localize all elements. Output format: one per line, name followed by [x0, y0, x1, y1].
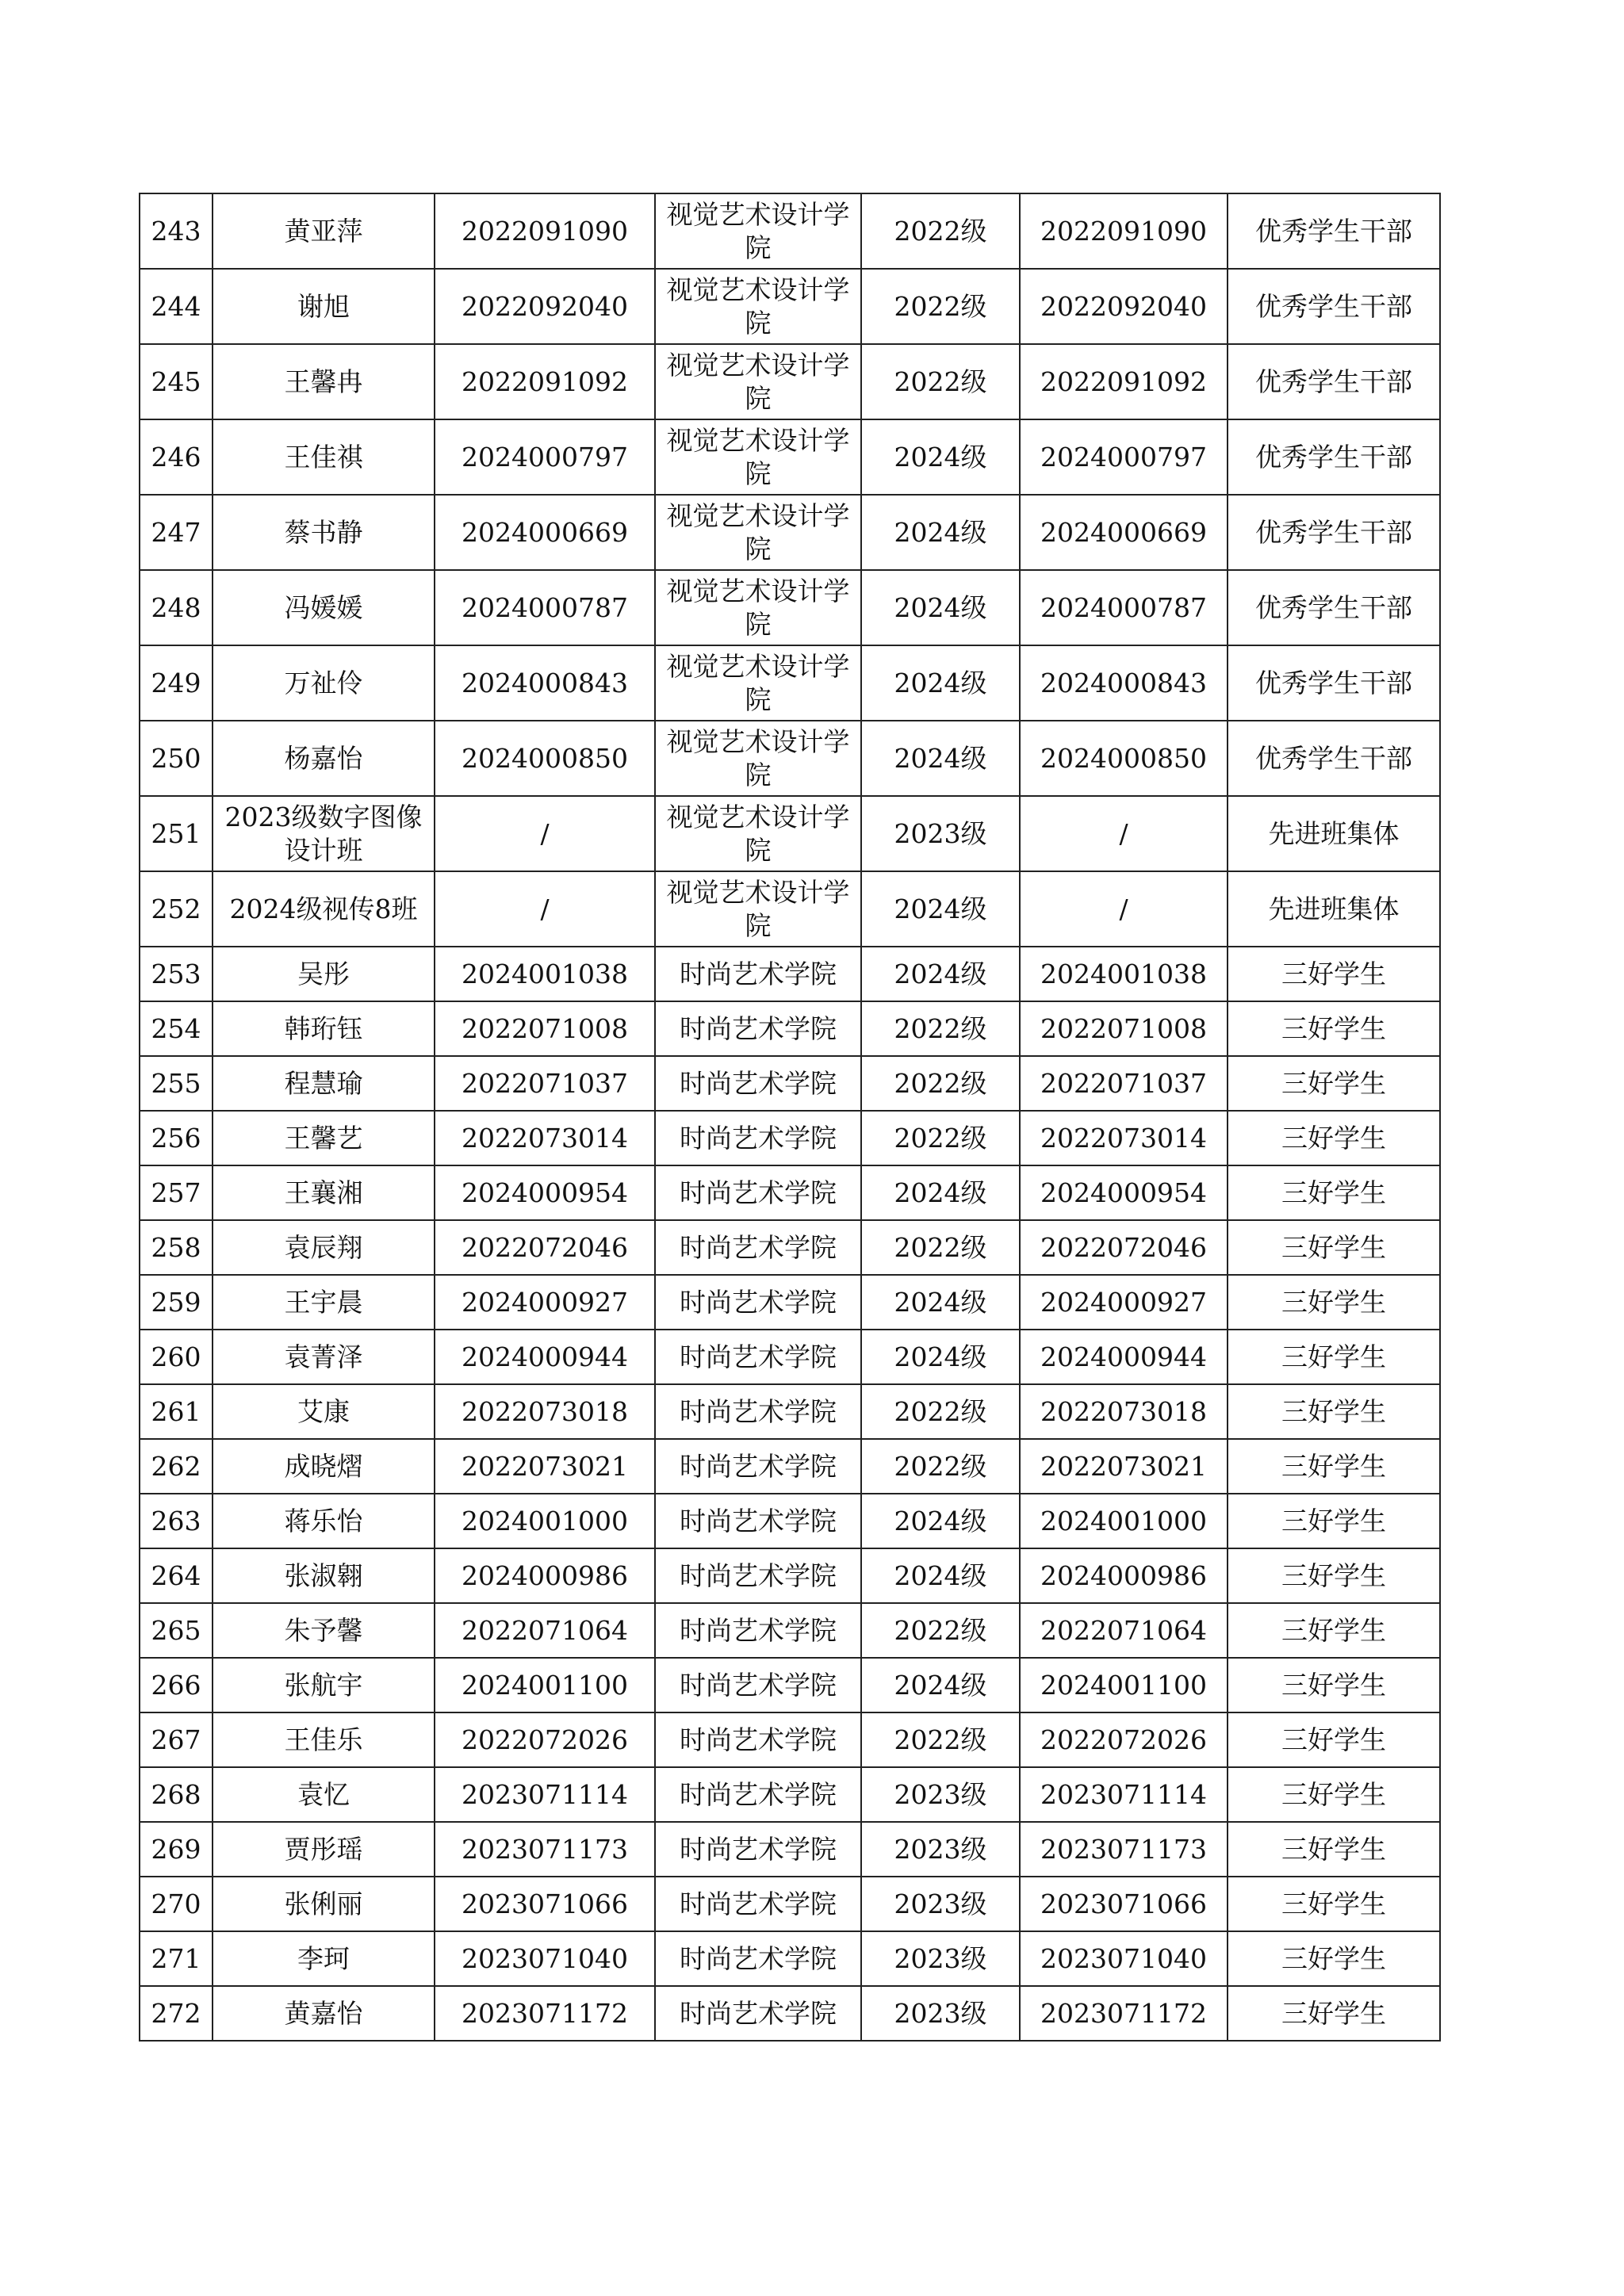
table-row [140, 1658, 1440, 1712]
table-row [140, 1111, 1440, 1165]
table-row [140, 1165, 1440, 1220]
student-id-repeat-cell: 2022072046 [1020, 1220, 1228, 1275]
table-row [140, 1767, 1440, 1822]
row-number-cell: 247 [140, 495, 213, 570]
row-number-cell: 261 [140, 1384, 213, 1439]
table-row [140, 570, 1440, 645]
college-cell: 视觉艺术设计学院 [655, 796, 861, 871]
student-id-cell: 2022092040 [435, 269, 655, 344]
name-cell: 谢旭 [213, 269, 435, 344]
table-row [140, 947, 1440, 1001]
name-cell: 袁辰翔 [213, 1220, 435, 1275]
student-id-cell: / [435, 796, 655, 871]
award-cell: 三好学生 [1228, 1111, 1440, 1165]
college-cell: 时尚艺术学院 [655, 1986, 861, 2041]
table-row [140, 1931, 1440, 1986]
student-id-repeat-cell: 2022071037 [1020, 1056, 1228, 1111]
student-id-repeat-cell: 2023071040 [1020, 1931, 1228, 1986]
student-id-repeat-cell: 2024000787 [1020, 570, 1228, 645]
table-body [140, 193, 1440, 2041]
name-cell: 张航宇 [213, 1658, 435, 1712]
name-cell: 王馨艺 [213, 1111, 435, 1165]
award-cell: 三好学生 [1228, 1001, 1440, 1056]
grade-cell: 2024级 [861, 1165, 1020, 1220]
name-cell: 黄嘉怡 [213, 1986, 435, 2041]
grade-cell: 2023级 [861, 1822, 1020, 1877]
name-cell: 成晓熠 [213, 1439, 435, 1494]
student-id-cell: 2023071040 [435, 1931, 655, 1986]
row-number-cell: 256 [140, 1111, 213, 1165]
student-id-cell: 2024000797 [435, 419, 655, 495]
grade-cell: 2023级 [861, 1877, 1020, 1931]
student-id-repeat-cell: 2024000927 [1020, 1275, 1228, 1330]
table-row [140, 645, 1440, 721]
name-cell: 袁菁泽 [213, 1330, 435, 1384]
student-id-cell: 2022073018 [435, 1384, 655, 1439]
row-number-cell: 250 [140, 721, 213, 796]
row-number-cell: 263 [140, 1494, 213, 1548]
name-cell: 韩珩钰 [213, 1001, 435, 1056]
name-cell: 贾彤瑶 [213, 1822, 435, 1877]
name-cell: 蒋乐怡 [213, 1494, 435, 1548]
student-id-repeat-cell: 2024000850 [1020, 721, 1228, 796]
grade-cell: 2024级 [861, 1548, 1020, 1603]
name-cell: 冯媛媛 [213, 570, 435, 645]
table-row [140, 721, 1440, 796]
student-id-repeat-cell: 2022091092 [1020, 344, 1228, 419]
row-number-cell: 264 [140, 1548, 213, 1603]
award-cell: 三好学生 [1228, 1877, 1440, 1931]
row-number-cell: 268 [140, 1767, 213, 1822]
student-id-repeat-cell: 2022072026 [1020, 1712, 1228, 1767]
grade-cell: 2024级 [861, 1658, 1020, 1712]
award-cell: 三好学生 [1228, 1330, 1440, 1384]
award-cell: 先进班集体 [1228, 796, 1440, 871]
table-row [140, 495, 1440, 570]
college-cell: 时尚艺术学院 [655, 1931, 861, 1986]
table-row [140, 1330, 1440, 1384]
student-id-repeat-cell: 2024000843 [1020, 645, 1228, 721]
award-cell: 三好学生 [1228, 947, 1440, 1001]
row-number-cell: 272 [140, 1986, 213, 2041]
college-cell: 时尚艺术学院 [655, 1330, 861, 1384]
name-cell: 袁忆 [213, 1767, 435, 1822]
grade-cell: 2022级 [861, 1111, 1020, 1165]
row-number-cell: 260 [140, 1330, 213, 1384]
student-id-repeat-cell: 2022091090 [1020, 193, 1228, 269]
row-number-cell: 254 [140, 1001, 213, 1056]
college-cell: 视觉艺术设计学院 [655, 645, 861, 721]
college-cell: 时尚艺术学院 [655, 1165, 861, 1220]
student-id-cell: 2024000843 [435, 645, 655, 721]
student-id-cell: 2022071064 [435, 1603, 655, 1658]
student-id-cell: 2023071173 [435, 1822, 655, 1877]
student-id-cell: 2024001038 [435, 947, 655, 1001]
student-id-cell: / [435, 871, 655, 947]
table-row [140, 1822, 1440, 1877]
college-cell: 视觉艺术设计学院 [655, 419, 861, 495]
table-row [140, 344, 1440, 419]
table-row [140, 871, 1440, 947]
award-cell: 三好学生 [1228, 1275, 1440, 1330]
grade-cell: 2022级 [861, 1384, 1020, 1439]
student-id-cell: 2022091090 [435, 193, 655, 269]
student-id-cell: 2024000850 [435, 721, 655, 796]
table-row [140, 1275, 1440, 1330]
student-id-cell: 2022072046 [435, 1220, 655, 1275]
name-cell: 黄亚萍 [213, 193, 435, 269]
row-number-cell: 258 [140, 1220, 213, 1275]
college-cell: 时尚艺术学院 [655, 1494, 861, 1548]
table-row [140, 1056, 1440, 1111]
student-id-cell: 2022073021 [435, 1439, 655, 1494]
student-id-cell: 2024000954 [435, 1165, 655, 1220]
grade-cell: 2022级 [861, 193, 1020, 269]
student-id-cell: 2023071114 [435, 1767, 655, 1822]
name-cell: 张淑翱 [213, 1548, 435, 1603]
grade-cell: 2024级 [861, 1494, 1020, 1548]
table-row [140, 193, 1440, 269]
college-cell: 时尚艺术学院 [655, 1822, 861, 1877]
name-cell: 吴彤 [213, 947, 435, 1001]
student-id-repeat-cell: 2024001100 [1020, 1658, 1228, 1712]
college-cell: 时尚艺术学院 [655, 1712, 861, 1767]
table-row [140, 1603, 1440, 1658]
grade-cell: 2024级 [861, 645, 1020, 721]
college-cell: 时尚艺术学院 [655, 1439, 861, 1494]
award-cell: 优秀学生干部 [1228, 193, 1440, 269]
grade-cell: 2024级 [861, 419, 1020, 495]
college-cell: 视觉艺术设计学院 [655, 269, 861, 344]
row-number-cell: 265 [140, 1603, 213, 1658]
grade-cell: 2023级 [861, 1931, 1020, 1986]
grade-cell: 2022级 [861, 1439, 1020, 1494]
award-cell: 优秀学生干部 [1228, 344, 1440, 419]
college-cell: 时尚艺术学院 [655, 1384, 861, 1439]
row-number-cell: 267 [140, 1712, 213, 1767]
student-id-cell: 2024000986 [435, 1548, 655, 1603]
grade-cell: 2022级 [861, 1056, 1020, 1111]
award-cell: 三好学生 [1228, 1712, 1440, 1767]
student-id-repeat-cell: 2024000669 [1020, 495, 1228, 570]
name-cell: 张俐丽 [213, 1877, 435, 1931]
award-cell: 三好学生 [1228, 1494, 1440, 1548]
student-id-repeat-cell: 2022073021 [1020, 1439, 1228, 1494]
college-cell: 时尚艺术学院 [655, 1056, 861, 1111]
table-row [140, 1712, 1440, 1767]
row-number-cell: 262 [140, 1439, 213, 1494]
row-number-cell: 270 [140, 1877, 213, 1931]
student-id-repeat-cell: / [1020, 796, 1228, 871]
grade-cell: 2024级 [861, 947, 1020, 1001]
college-cell: 视觉艺术设计学院 [655, 721, 861, 796]
award-cell: 三好学生 [1228, 1603, 1440, 1658]
table-row [140, 1548, 1440, 1603]
row-number-cell: 255 [140, 1056, 213, 1111]
award-cell: 三好学生 [1228, 1658, 1440, 1712]
award-cell: 三好学生 [1228, 1056, 1440, 1111]
grade-cell: 2024级 [861, 1330, 1020, 1384]
row-number-cell: 243 [140, 193, 213, 269]
award-cell: 三好学生 [1228, 1931, 1440, 1986]
award-cell: 优秀学生干部 [1228, 570, 1440, 645]
grade-cell: 2022级 [861, 1603, 1020, 1658]
name-cell: 2024级视传8班 [213, 871, 435, 947]
student-id-cell: 2024000927 [435, 1275, 655, 1330]
row-number-cell: 252 [140, 871, 213, 947]
name-cell: 王佳乐 [213, 1712, 435, 1767]
student-id-cell: 2024000944 [435, 1330, 655, 1384]
student-id-repeat-cell: 2024000797 [1020, 419, 1228, 495]
award-cell: 三好学生 [1228, 1548, 1440, 1603]
student-id-repeat-cell: / [1020, 871, 1228, 947]
name-cell: 杨嘉怡 [213, 721, 435, 796]
grade-cell: 2022级 [861, 1712, 1020, 1767]
name-cell: 艾康 [213, 1384, 435, 1439]
name-cell: 2023级数字图像设计班 [213, 796, 435, 871]
student-id-repeat-cell: 2022073018 [1020, 1384, 1228, 1439]
student-id-cell: 2022071037 [435, 1056, 655, 1111]
grade-cell: 2022级 [861, 1220, 1020, 1275]
grade-cell: 2024级 [861, 1275, 1020, 1330]
award-cell: 优秀学生干部 [1228, 269, 1440, 344]
student-id-cell: 2024001000 [435, 1494, 655, 1548]
table-row [140, 269, 1440, 344]
college-cell: 时尚艺术学院 [655, 1111, 861, 1165]
name-cell: 万祉伶 [213, 645, 435, 721]
student-id-cell: 2022072026 [435, 1712, 655, 1767]
table-row [140, 1439, 1440, 1494]
student-id-repeat-cell: 2023071172 [1020, 1986, 1228, 2041]
student-id-repeat-cell: 2023071173 [1020, 1822, 1228, 1877]
table-row [140, 1001, 1440, 1056]
row-number-cell: 248 [140, 570, 213, 645]
award-cell: 优秀学生干部 [1228, 495, 1440, 570]
college-cell: 时尚艺术学院 [655, 1220, 861, 1275]
row-number-cell: 249 [140, 645, 213, 721]
award-cell: 三好学生 [1228, 1384, 1440, 1439]
college-cell: 时尚艺术学院 [655, 1767, 861, 1822]
college-cell: 时尚艺术学院 [655, 1658, 861, 1712]
row-number-cell: 266 [140, 1658, 213, 1712]
row-number-cell: 253 [140, 947, 213, 1001]
student-id-repeat-cell: 2024000944 [1020, 1330, 1228, 1384]
student-id-cell: 2024000787 [435, 570, 655, 645]
college-cell: 视觉艺术设计学院 [655, 495, 861, 570]
college-cell: 视觉艺术设计学院 [655, 193, 861, 269]
row-number-cell: 271 [140, 1931, 213, 1986]
name-cell: 李珂 [213, 1931, 435, 1986]
student-id-cell: 2022071008 [435, 1001, 655, 1056]
award-cell: 三好学生 [1228, 1767, 1440, 1822]
student-id-cell: 2024001100 [435, 1658, 655, 1712]
student-id-cell: 2022091092 [435, 344, 655, 419]
grade-cell: 2024级 [861, 871, 1020, 947]
college-cell: 时尚艺术学院 [655, 1877, 861, 1931]
table-row [140, 419, 1440, 495]
grade-cell: 2024级 [861, 721, 1020, 796]
award-cell: 三好学生 [1228, 1822, 1440, 1877]
table-row [140, 1877, 1440, 1931]
name-cell: 蔡书静 [213, 495, 435, 570]
name-cell: 王佳祺 [213, 419, 435, 495]
row-number-cell: 269 [140, 1822, 213, 1877]
table-row [140, 796, 1440, 871]
award-cell: 三好学生 [1228, 1165, 1440, 1220]
name-cell: 王襄湘 [213, 1165, 435, 1220]
grade-cell: 2022级 [861, 269, 1020, 344]
student-id-repeat-cell: 2024001000 [1020, 1494, 1228, 1548]
college-cell: 视觉艺术设计学院 [655, 344, 861, 419]
college-cell: 视觉艺术设计学院 [655, 871, 861, 947]
college-cell: 时尚艺术学院 [655, 1001, 861, 1056]
college-cell: 时尚艺术学院 [655, 1548, 861, 1603]
award-table [139, 193, 1441, 2042]
row-number-cell: 245 [140, 344, 213, 419]
row-number-cell: 244 [140, 269, 213, 344]
award-cell: 优秀学生干部 [1228, 419, 1440, 495]
student-id-repeat-cell: 2024000986 [1020, 1548, 1228, 1603]
student-id-cell: 2024000669 [435, 495, 655, 570]
name-cell: 王宇晨 [213, 1275, 435, 1330]
row-number-cell: 251 [140, 796, 213, 871]
college-cell: 时尚艺术学院 [655, 1275, 861, 1330]
student-id-repeat-cell: 2022073014 [1020, 1111, 1228, 1165]
award-cell: 三好学生 [1228, 1439, 1440, 1494]
table-row [140, 1986, 1440, 2041]
award-cell: 先进班集体 [1228, 871, 1440, 947]
grade-cell: 2022级 [861, 344, 1020, 419]
grade-cell: 2023级 [861, 796, 1020, 871]
student-id-repeat-cell: 2023071066 [1020, 1877, 1228, 1931]
award-cell: 优秀学生干部 [1228, 645, 1440, 721]
award-cell: 优秀学生干部 [1228, 721, 1440, 796]
college-cell: 视觉艺术设计学院 [655, 570, 861, 645]
row-number-cell: 259 [140, 1275, 213, 1330]
grade-cell: 2023级 [861, 1986, 1020, 2041]
student-id-repeat-cell: 2024000954 [1020, 1165, 1228, 1220]
student-id-cell: 2022073014 [435, 1111, 655, 1165]
college-cell: 时尚艺术学院 [655, 947, 861, 1001]
table-row [140, 1384, 1440, 1439]
student-id-repeat-cell: 2022092040 [1020, 269, 1228, 344]
student-id-repeat-cell: 2022071008 [1020, 1001, 1228, 1056]
student-id-repeat-cell: 2024001038 [1020, 947, 1228, 1001]
row-number-cell: 246 [140, 419, 213, 495]
grade-cell: 2024级 [861, 570, 1020, 645]
table-row [140, 1494, 1440, 1548]
grade-cell: 2024级 [861, 495, 1020, 570]
grade-cell: 2022级 [861, 1001, 1020, 1056]
student-id-repeat-cell: 2022071064 [1020, 1603, 1228, 1658]
row-number-cell: 257 [140, 1165, 213, 1220]
name-cell: 朱予馨 [213, 1603, 435, 1658]
college-cell: 时尚艺术学院 [655, 1603, 861, 1658]
grade-cell: 2023级 [861, 1767, 1020, 1822]
student-id-repeat-cell: 2023071114 [1020, 1767, 1228, 1822]
table-row [140, 1220, 1440, 1275]
name-cell: 王馨冉 [213, 344, 435, 419]
name-cell: 程慧瑜 [213, 1056, 435, 1111]
student-id-cell: 2023071066 [435, 1877, 655, 1931]
student-id-cell: 2023071172 [435, 1986, 655, 2041]
award-cell: 三好学生 [1228, 1220, 1440, 1275]
award-cell: 三好学生 [1228, 1986, 1440, 2041]
